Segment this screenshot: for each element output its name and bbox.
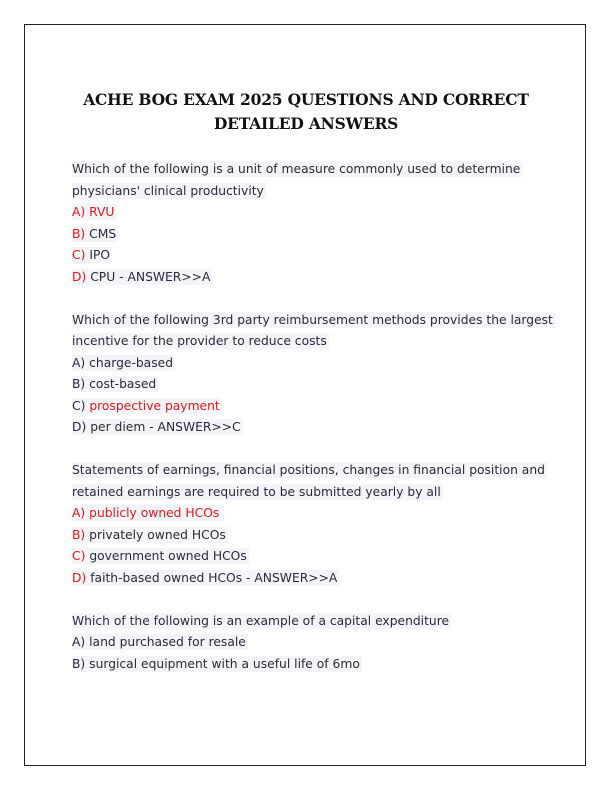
option-letter: D) [72, 420, 87, 434]
option-text: land purchased for resale [89, 635, 246, 649]
question-2 [72, 310, 553, 439]
title-line-2: DETAILED ANSWERS [213, 114, 399, 133]
question-stem: Which of the following 3rd party reimbursement methods provides the largest [72, 312, 553, 327]
option-text: IPO [89, 248, 111, 262]
question-stem: Which of the following is a unit of measure commonly used to determine [72, 162, 521, 176]
option-text: prospective payment [89, 398, 220, 413]
option-text: per diem - ANSWER>>C [90, 420, 241, 434]
option-text: cost-based [89, 377, 157, 391]
option-text: government owned HCOs [89, 549, 247, 563]
question-4 [72, 611, 542, 676]
question-stem: Statements of earnings, financial positions, changes in financial position and [72, 463, 545, 477]
question-1 [72, 159, 542, 288]
option-text: privately owned HCOs [89, 527, 226, 542]
option-letter: C) [72, 248, 86, 262]
option-letter: A) [72, 355, 86, 370]
option-letter: A) [72, 205, 86, 219]
option-text: CPU - ANSWER>>A [90, 269, 211, 284]
option-letter: A) [72, 635, 86, 649]
option-text: RVU [89, 205, 115, 219]
option-letter: C) [72, 398, 86, 413]
option-letter: D) [72, 570, 87, 585]
option-letter: A) [72, 506, 86, 520]
question-3 [72, 460, 545, 589]
option-text: faith-based owned HCOs - ANSWER>>A [90, 570, 338, 585]
question-stem: retained earnings are required to be submitted yearly by all [72, 484, 441, 499]
question-list [72, 159, 553, 675]
option-text: surgical equipment with a useful life of 6mo [89, 656, 360, 671]
question-stem: physicians' clinical productivity [72, 183, 264, 198]
question-stem: Which of the following is an example of a capital expenditure [72, 613, 450, 628]
document-title [60, 88, 552, 136]
option-text: publicly owned HCOs [89, 506, 220, 520]
option-letter: B) [72, 377, 86, 391]
option-letter: B) [72, 656, 86, 671]
option-letter: C) [72, 549, 86, 563]
option-text: charge-based [89, 355, 173, 370]
option-letter: B) [72, 226, 86, 241]
title-line-1: ACHE BOG EXAM 2025 QUESTIONS AND CORRECT [83, 90, 529, 109]
option-letter: B) [72, 527, 86, 542]
option-text: CMS [89, 226, 117, 241]
question-stem: incentive for the provider to reduce costs [72, 334, 327, 348]
option-letter: D) [72, 269, 87, 284]
